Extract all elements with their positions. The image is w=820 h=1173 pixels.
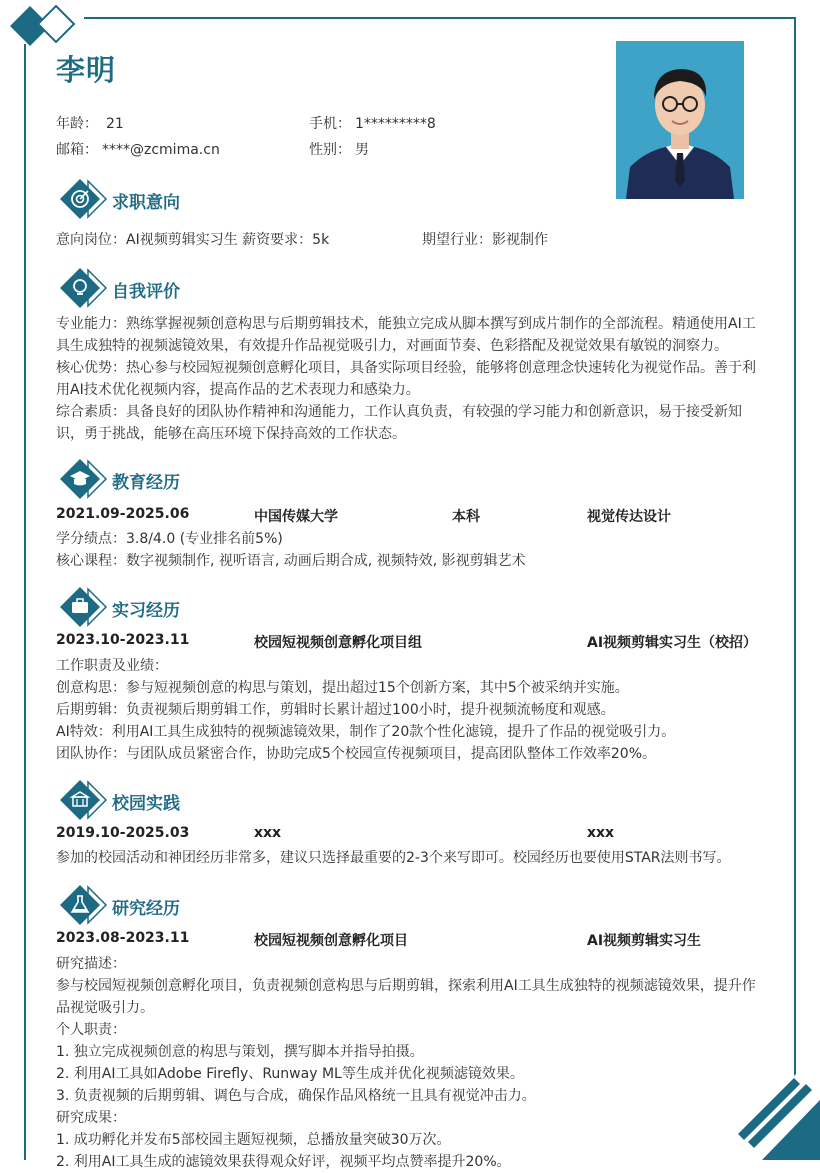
internship-line: AI特效：利用AI工具生成独特的视频滤镜效果，制作了20款个性化滤镜，提升了作品的视觉吸引力。 <box>56 724 676 740</box>
section-header-internship <box>58 586 238 628</box>
internship-line: 工作职责及业绩： <box>56 658 168 674</box>
graduation-cap-icon <box>58 458 108 500</box>
section-title: 实习经历 <box>112 601 180 621</box>
research-desc-label: 研究描述： <box>56 956 126 972</box>
section-title: 求职意向 <box>112 193 180 213</box>
education-date: 2021.09-2025.06 <box>56 506 190 522</box>
building-icon <box>58 779 108 821</box>
section-header-intent <box>58 178 238 220</box>
section-title: 自我评价 <box>112 282 180 302</box>
section-header-research <box>58 884 238 926</box>
section-title: 校园实践 <box>112 794 180 814</box>
research-duty: 2. 利用AI工具如Adobe Firefly、Runway ML等生成并优化视频滤镜效果。 <box>56 1066 524 1082</box>
internship-org: 校园短视频创意孵化项目组 <box>254 635 422 651</box>
gender-field: 性别： 男 <box>309 142 369 158</box>
intent-position: 意向岗位：AI视频剪辑实习生 薪资要求：5k <box>56 232 330 248</box>
email-field: 邮箱： ****@zcmima.cn <box>56 142 220 158</box>
education-gpa: 学分绩点：3.8/4.0 (专业排名前5%) <box>56 531 283 547</box>
age-field: 年龄： 21 <box>56 116 124 132</box>
frame-top-line <box>84 17 796 19</box>
education-school: 中国传媒大学 <box>254 509 338 525</box>
intent-salary: 薪资要求：5k <box>242 232 330 248</box>
research-duty: 3. 负责视频的后期剪辑、调色与合成，确保作品风格统一且具有视觉冲击力。 <box>56 1088 536 1104</box>
self-eval-paragraph: 核心优势：热心参与校园短视频创意孵化项目，具备实际项目经验，能够将创意理念快速转化为视觉作品。善于利用AI技术优化视频内容，提高作品的艺术表现力和感染力。 <box>56 360 756 398</box>
campus-org: xxx <box>254 825 282 841</box>
phone-field: 手机： 1*********8 <box>309 116 436 132</box>
section-header-education <box>58 458 238 500</box>
research-entry <box>56 930 768 952</box>
frame-right-line <box>794 17 796 1160</box>
education-courses: 核心课程：数字视频制作, 视听语言, 动画后期合成, 视频特效, 影视剪辑艺术 <box>56 553 526 569</box>
campus-role: xxx <box>587 825 615 841</box>
corner-diamond-icon <box>8 2 88 50</box>
intent-industry: 期望行业：影视制作 <box>422 232 548 248</box>
section-header-campus <box>58 779 238 821</box>
self-eval-paragraph: 综合素质：具备良好的团队协作精神和沟通能力，工作认真负责，有较强的学习能力和创新意识，易于接受新知识，勇于挑战，能够在高压环境下保持高效的工作状态。 <box>56 404 742 442</box>
profile-photo <box>616 41 744 199</box>
research-role: AI视频剪辑实习生 <box>587 933 702 949</box>
section-header-self-eval <box>58 267 238 309</box>
self-eval-paragraph: 专业能力：熟练掌握视频创意构思与后期剪辑技术，能独立完成从脚本撰写到成片制作的全部流程。精通使用AI工具生成独特的视频滤镜效果，有效提升作品视觉吸引力，对画面节奏、色彩搭配及视觉效果有敏锐的洞察力。 <box>56 316 756 354</box>
frame-left-line <box>24 44 26 1160</box>
education-degree: 本科 <box>452 509 480 525</box>
section-title: 研究经历 <box>112 899 180 919</box>
internship-line: 创意构思：参与短视频创意的构思与策划，提出超过15个创新方案，其中5个被采纳并实施。 <box>56 680 629 696</box>
campus-description: 参加的校园活动和神团经历非常多，建议只选择最重要的2-3个来写即可。校园经历也要使用STAR法则书写。 <box>56 850 731 866</box>
internship-entry <box>56 632 768 654</box>
research-result: 1. 成功孵化并发布5部校园主题短视频，总播放量突破30万次。 <box>56 1132 451 1148</box>
research-duty: 1. 独立完成视频创意的构思与策划，撰写脚本并指导拍摄。 <box>56 1044 424 1060</box>
education-entry <box>56 506 768 528</box>
research-result: 2. 利用AI工具生成的滤镜效果获得观众好评，视频平均点赞率提升20%。 <box>56 1154 511 1170</box>
internship-line: 后期剪辑：负责视频后期剪辑工作，剪辑时长累计超过100小时，提升视频流畅度和观感。 <box>56 702 615 718</box>
target-icon <box>58 178 108 220</box>
corner-stripes-icon <box>710 1050 820 1160</box>
research-duty-label: 个人职责： <box>56 1022 126 1038</box>
candidate-name: 李明 <box>56 53 117 87</box>
education-major: 视觉传达设计 <box>587 509 671 525</box>
research-result-label: 研究成果： <box>56 1110 126 1126</box>
flask-icon <box>58 884 108 926</box>
lightbulb-icon <box>58 267 108 309</box>
research-description: 参与校园短视频创意孵化项目，负责视频创意构思与后期剪辑，探索利用AI工具生成独特的视频滤镜效果，提升作品视觉吸引力。 <box>56 978 756 1016</box>
campus-date: 2019.10-2025.03 <box>56 825 190 841</box>
internship-date: 2023.10-2023.11 <box>56 632 190 648</box>
section-title: 教育经历 <box>112 473 180 493</box>
briefcase-icon <box>58 586 108 628</box>
campus-entry <box>56 825 768 847</box>
internship-role: AI视频剪辑实习生（校招） <box>587 635 758 651</box>
research-org: 校园短视频创意孵化项目 <box>254 933 408 949</box>
research-date: 2023.08-2023.11 <box>56 930 190 946</box>
internship-line: 团队协作：与团队成员紧密合作，协助完成5个校园宣传视频项目，提高团队整体工作效率20%。 <box>56 746 657 762</box>
